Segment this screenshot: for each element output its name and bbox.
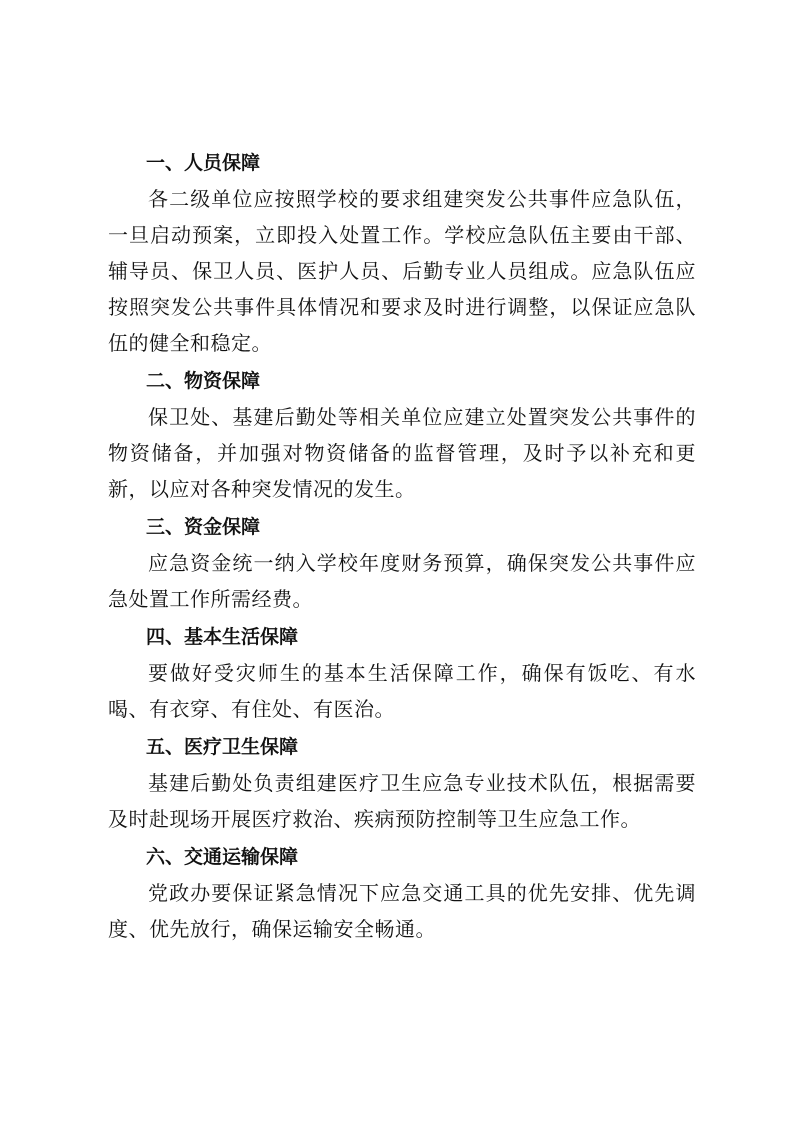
section-heading: 四、基本生活保障	[146, 626, 299, 648]
section-personnel	[108, 145, 696, 361]
section-body: 各二级单位应按照学校的要求组建突发公共事件应急队伍，一旦启动预案，立即投入处置工作。学校应急队伍主要由干部、辅导员、保卫人员、医护人员、后勤专业人员组成。应急队伍应按照突发公共事件具体情况和要求及时进行调整，以保证应急队伍的健全和稳定。	[108, 187, 696, 355]
section-transport	[108, 839, 696, 947]
section-heading: 三、资金保障	[146, 516, 261, 538]
section-basic-living	[108, 619, 696, 727]
document-page	[108, 145, 696, 949]
section-medical	[108, 729, 696, 837]
section-funding	[108, 509, 696, 617]
section-body: 党政办要保证紧急情况下应急交通工具的优先安排、优先调度、优先放行，确保运输安全畅通。	[108, 881, 696, 941]
section-body: 基建后勤处负责组建医疗卫生应急专业技术队伍，根据需要及时赴现场开展医疗救治、疾病预防控制等卫生应急工作。	[108, 771, 696, 831]
section-heading: 六、交通运输保障	[146, 846, 299, 868]
section-body: 应急资金统一纳入学校年度财务预算，确保突发公共事件应急处置工作所需经费。	[108, 551, 696, 611]
section-body: 保卫处、基建后勤处等相关单位应建立处置突发公共事件的物资储备，并加强对物资储备的监督管理，及时予以补充和更新，以应对各种突发情况的发生。	[108, 405, 696, 501]
section-heading: 二、物资保障	[146, 370, 261, 392]
section-heading: 一、人员保障	[146, 152, 261, 174]
section-heading: 五、医疗卫生保障	[146, 736, 299, 758]
section-materials	[108, 363, 696, 507]
section-body: 要做好受灾师生的基本生活保障工作，确保有饭吃、有水喝、有衣穿、有住处、有医治。	[108, 661, 696, 721]
